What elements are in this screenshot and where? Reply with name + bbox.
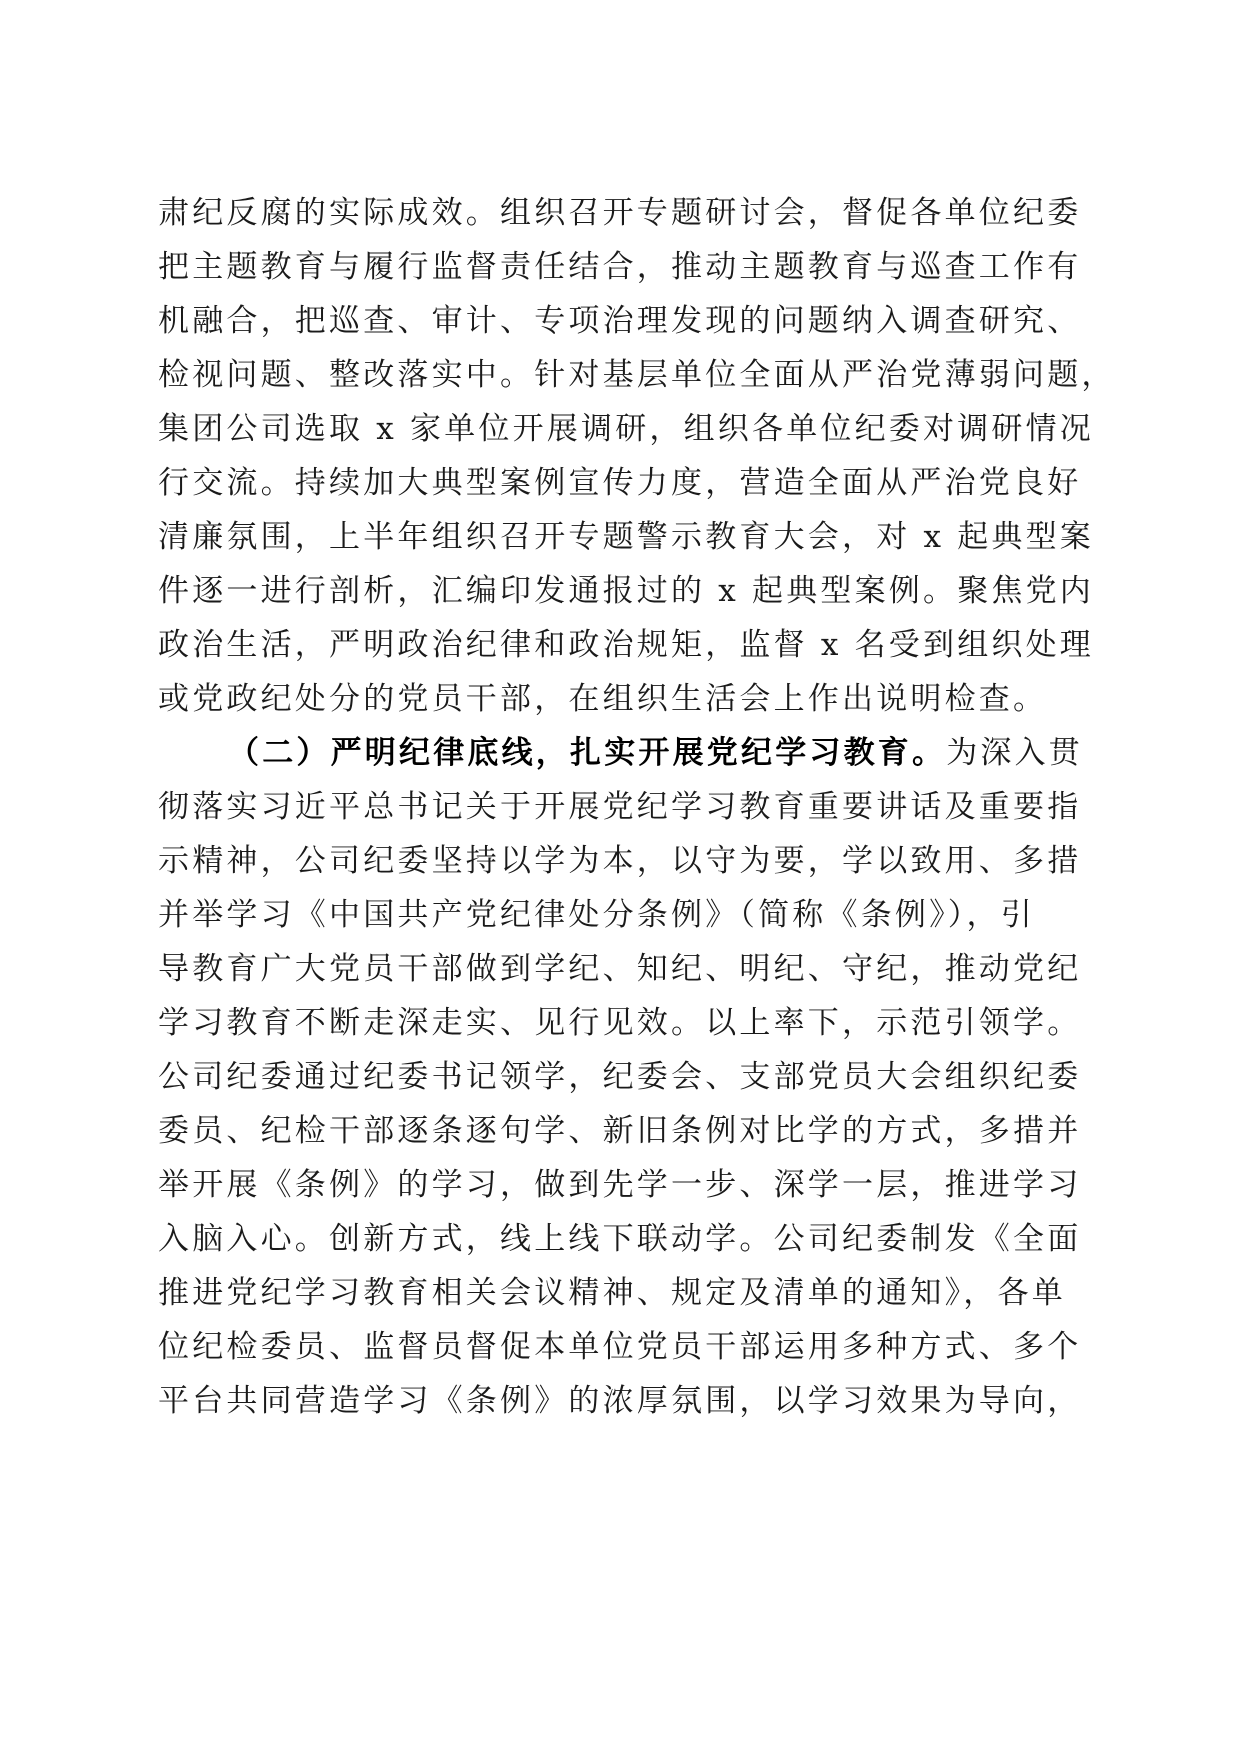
section-2-heading: （二）严明纪律底线，扎实开展党纪学习教育。	[228, 735, 947, 771]
text-line: 检视问题、整改落实中。针对基层单位全面从严治党薄弱问题，	[158, 357, 1116, 393]
text-line: 举开展《条例》的学习，做到先学一步、深学一层，推进学习	[158, 1167, 1082, 1203]
text-line: 委员、纪检干部逐条逐句学、新旧条例对比学的方式，多措并	[158, 1113, 1082, 1149]
text-line: 入脑入心。创新方式，线上线下联动学。公司纪委制发《全面	[158, 1221, 1082, 1257]
text-line: 肃纪反腐的实际成效。组织召开专题研讨会，督促各单位纪委	[158, 195, 1082, 231]
paragraph-1	[158, 186, 1116, 726]
text-line: 示精神，公司纪委坚持以学为本，以守为要，学以致用、多措	[158, 843, 1082, 879]
text-line: 集团公司选取 x 家单位开展调研，组织各单位纪委对调研情况	[158, 411, 1094, 447]
section-2-paragraph	[158, 726, 1084, 1428]
text-line: 件逐一进行剖析，汇编印发通报过的 x 起典型案例。聚焦党内	[158, 573, 1094, 609]
section-2-first-line	[158, 726, 1084, 780]
text-line: 位纪检委员、监督员督促本单位党员干部运用多种方式、多个	[158, 1329, 1082, 1365]
text-line: 学习教育不断走深走实、见行见效。以上率下，示范引领学。	[158, 1005, 1082, 1041]
text-line: 或党政纪处分的党员干部，在组织生活会上作出说明检查。	[158, 681, 1048, 717]
text-line: 机融合，把巡查、审计、专项治理发现的问题纳入调查研究、	[158, 303, 1082, 339]
section-2-lead-text: 为深入贯	[946, 735, 1084, 771]
text-line: 彻落实习近平总书记关于开展党纪学习教育重要讲话及重要指	[158, 789, 1082, 825]
text-line: 平台共同营造学习《条例》的浓厚氛围，以学习效果为导向，	[158, 1383, 1082, 1419]
text-line: 公司纪委通过纪委书记领学，纪委会、支部党员大会组织纪委	[158, 1059, 1082, 1095]
text-line: 政治生活，严明政治纪律和政治规矩，监督 x 名受到组织处理	[158, 627, 1094, 663]
text-line: 行交流。持续加大典型案例宣传力度，营造全面从严治党良好	[158, 465, 1082, 501]
text-line: 导教育广大党员干部做到学纪、知纪、明纪、守纪，推动党纪	[158, 951, 1082, 987]
text-line: 并举学习《中国共产党纪律处分条例》（简称《条例》），引	[158, 897, 1035, 933]
text-line: 把主题教育与履行监督责任结合，推动主题教育与巡查工作有	[158, 249, 1082, 285]
text-line: 清廉氛围，上半年组织召开专题警示教育大会，对 x 起典型案	[158, 519, 1094, 555]
text-line: 推进党纪学习教育相关会议精神、规定及清单的通知》，各单	[158, 1275, 1066, 1311]
